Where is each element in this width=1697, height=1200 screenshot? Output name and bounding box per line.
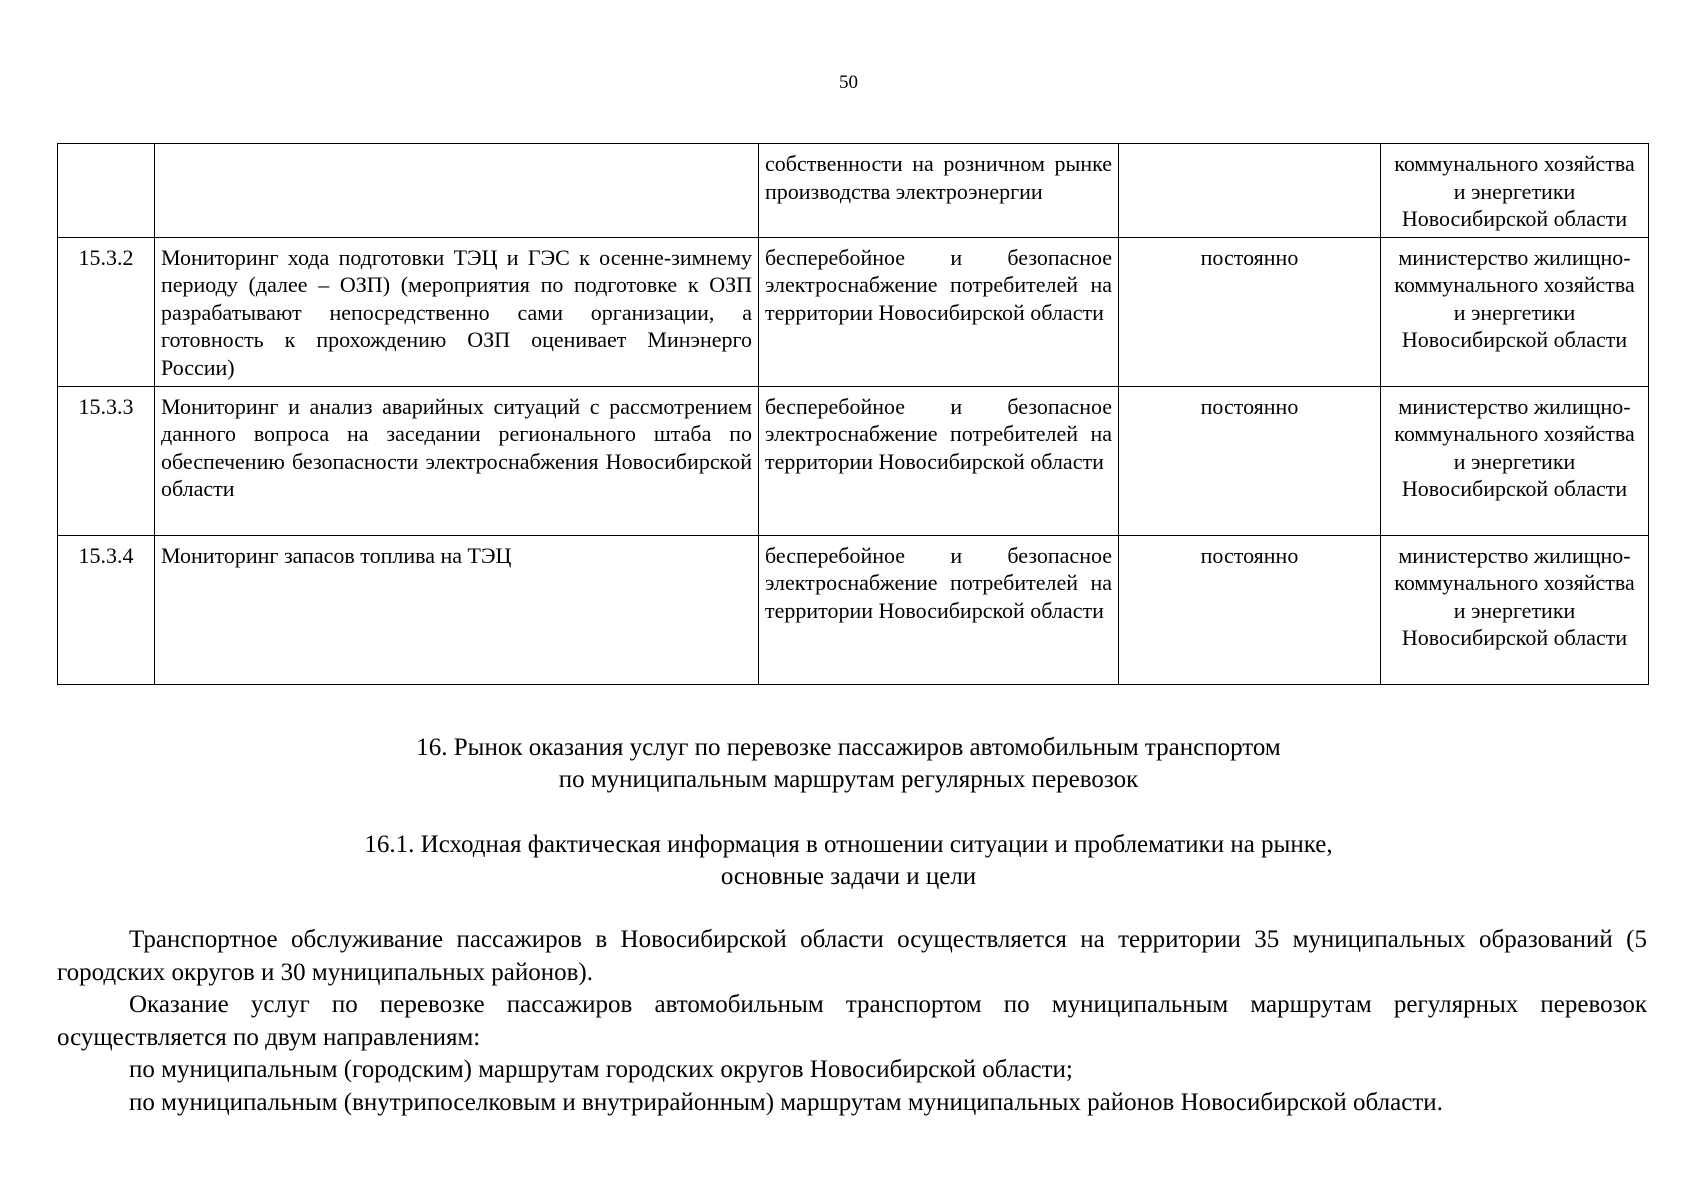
- responsible-cell: коммунального хозяйства и энергетики Новосибирской области: [1381, 144, 1649, 238]
- responsible-cell: министерство жилищно-коммунального хозяйства и энергетики Новосибирской области: [1381, 535, 1649, 684]
- page-number: 50: [839, 72, 858, 93]
- event-cell: Мониторинг хода подготовки ТЭЦ и ГЭС к осенне-зимнему периоду (далее – ОЗП) (мероприятия по подготовке к ОЗП разрабатывают непосредственно сами организации, а готовность к прохождению ОЗП оценивает Минэнерго России): [155, 237, 759, 386]
- section-heading-line: по муниципальным маршрутам регулярных перевозок: [558, 766, 1139, 793]
- event-cell: [155, 144, 759, 238]
- measures-table: [57, 143, 1649, 685]
- row-number-cell: 15.3.4: [58, 535, 155, 684]
- result-cell: бесперебойное и безопасное электроснабжение потребителей на территории Новосибирской области: [759, 386, 1119, 535]
- term-cell: постоянно: [1119, 237, 1381, 386]
- subsection-heading: [0, 829, 1697, 893]
- term-cell: постоянно: [1119, 386, 1381, 535]
- responsible-cell: министерство жилищно-коммунального хозяйства и энергетики Новосибирской области: [1381, 237, 1649, 386]
- paragraph: Транспортное обслуживание пассажиров в Новосибирской области осуществляется на территории 35 муниципальных образований (5 городских округов и 30 муниципальных районов).: [57, 926, 1647, 986]
- paragraph: Оказание услуг по перевозке пассажиров автомобильным транспортом по муниципальным маршрутам регулярных перевозок осуществляется по двум направлениям:: [57, 991, 1647, 1051]
- result-cell: собственности на розничном рынке производства электроэнергии: [759, 144, 1119, 238]
- paragraph: по муниципальным (городским) маршрутам городских округов Новосибирской области;: [129, 1056, 1073, 1083]
- section-heading-line: 16. Рынок оказания услуг по перевозке пассажиров автомобильным транспортом: [416, 734, 1281, 761]
- table-row: [58, 535, 1649, 684]
- term-cell: постоянно: [1119, 535, 1381, 684]
- row-number-cell: 15.3.2: [58, 237, 155, 386]
- result-cell: бесперебойное и безопасное электроснабжение потребителей на территории Новосибирской области: [759, 535, 1119, 684]
- subsection-heading-line: основные задачи и цели: [720, 863, 977, 890]
- section-heading: [0, 732, 1697, 796]
- paragraph: по муниципальным (внутрипоселковым и внутрирайонным) маршрутам муниципальных районов Новосибирской области.: [129, 1088, 1443, 1116]
- row-number-cell: 15.3.3: [58, 386, 155, 535]
- row-number-cell: [58, 144, 155, 238]
- table-row: [58, 386, 1649, 535]
- result-cell: бесперебойное и безопасное электроснабжение потребителей на территории Новосибирской области: [759, 237, 1119, 386]
- table-row: [58, 237, 1649, 386]
- table-row: [58, 144, 1649, 238]
- body-text: [57, 924, 1647, 1119]
- subsection-heading-line: 16.1. Исходная фактическая информация в отношении ситуации и проблематики на рынке,: [364, 831, 1333, 858]
- event-cell: Мониторинг и анализ аварийных ситуаций с рассмотрением данного вопроса на заседании регионального штаба по обеспечению безопасности электроснабжения Новосибирской области: [155, 386, 759, 535]
- event-cell: Мониторинг запасов топлива на ТЭЦ: [155, 535, 759, 684]
- term-cell: [1119, 144, 1381, 238]
- responsible-cell: министерство жилищно-коммунального хозяйства и энергетики Новосибирской области: [1381, 386, 1649, 535]
